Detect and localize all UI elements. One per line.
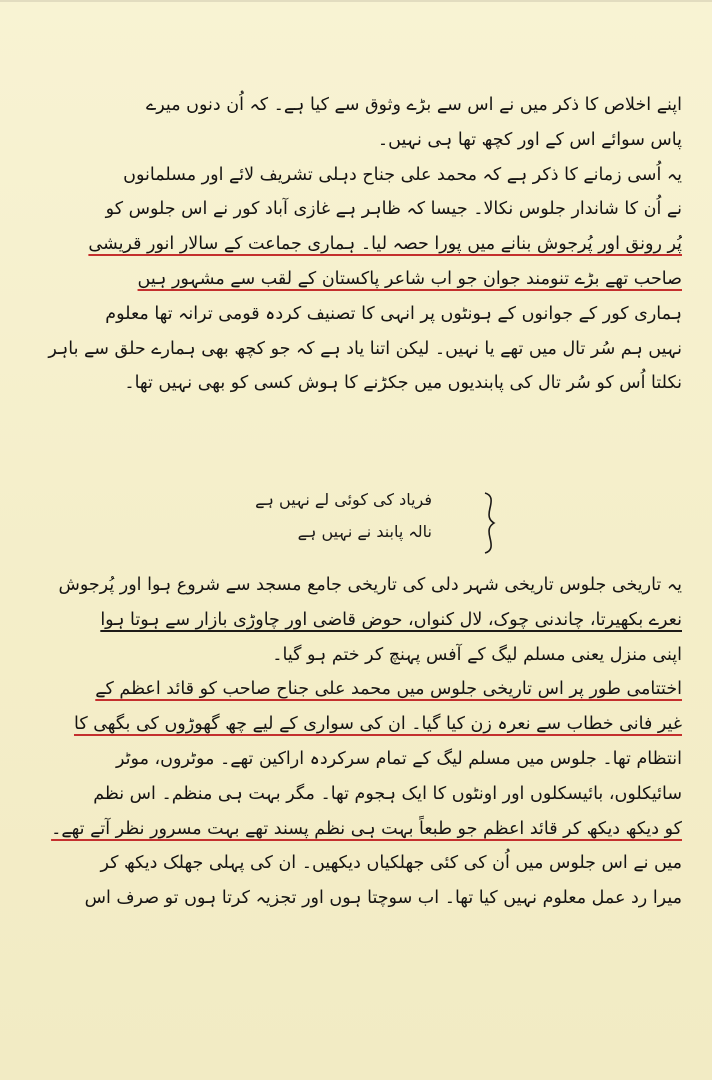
paragraph-block-2 — [34, 568, 682, 916]
text-line-content: کو دیکھ دیکھ کر قائد اعظم جو طبعاً بہت ہی نظم پسند تھے بہت مسرور نظر آتے تھے۔ — [51, 818, 682, 839]
text-line — [34, 638, 682, 673]
text-line-content: صاحب تھے بڑے تنومند جوان جو اب شاعر پاکستان کے لقب سے مشہور ہیں — [137, 268, 682, 289]
text-line-content: اپنے اخلاص کا ذکر میں نے اس سے بڑے وثوق سے کیا ہے۔ کہ اُن دنوں میرے — [146, 95, 682, 115]
text-line — [34, 158, 682, 193]
text-line-content: نہیں ہم سُر تال میں تھے یا نہیں۔ لیکن اتنا یاد ہے کہ جو کچھ بھی ہمارے حلق سے باہر — [48, 338, 682, 359]
text-line — [34, 366, 682, 401]
text-line-underlined — [34, 227, 682, 262]
text-line-content: نعرے بکھیرتا، چاندنی چوک، لال کنواں، حوض قاضی اور چاوڑی بازار سے ہوتا ہوا — [100, 609, 682, 630]
text-line-content: انتظام تھا۔ جلوس میں مسلم لیگ کے تمام سرکردہ اراکین تھے۔ موٹروں، موٹر — [116, 748, 682, 769]
text-line — [34, 297, 682, 332]
verse-couplet — [250, 490, 480, 550]
text-line — [34, 742, 682, 777]
text-line-content: نکلتا اُس کو سُر تال کی پابندیوں میں جکڑنے کا ہوش کسی کو بھی نہیں تھا۔ — [124, 373, 682, 394]
text-line-underlined — [34, 707, 682, 742]
text-line-content: اختتامی طور پر اس تاریخی جلوس میں محمد علی جناح صاحب کو قائد اعظم کے — [95, 679, 682, 700]
text-line-underlined — [34, 672, 682, 707]
text-line-content: پُر رونق اور پُرجوش بنانے میں پورا حصہ لیا۔ ہماری جماعت کے سالار انور قریشی — [88, 234, 682, 255]
text-line-content: یہ اُسی زمانے کا ذکر ہے کہ محمد علی جناح دہلی تشریف لائے اور مسلمانوں — [123, 164, 682, 185]
text-line-underlined — [34, 812, 682, 847]
text-line-content: یہ تاریخی جلوس تاریخی شہر دلی کی تاریخی جامع مسجد سے شروع ہوا اور پُرجوش — [58, 575, 682, 595]
verse-line-1: فریاد کی کوئی لے نہیں ہے — [255, 490, 432, 509]
text-line-content: سائیکلوں، بائیسکلوں اور اونٹوں کا ایک ہجوم تھا۔ مگر بہت ہی منظم۔ اس نظم — [93, 783, 682, 804]
paragraph-block-1 — [34, 88, 682, 401]
text-line — [34, 881, 682, 916]
text-line — [34, 123, 682, 158]
text-line-content: میں نے اس جلوس میں اُن کی کئی جھلکیاں دیکھیں۔ ان کی پہلی جھلک دیکھ کر — [100, 853, 682, 874]
text-line — [34, 88, 682, 123]
text-line — [34, 332, 682, 367]
text-line — [34, 777, 682, 812]
verse-line-2: نالہ پابند نے نہیں ہے — [297, 522, 432, 541]
text-line-content: غیر فانی خطاب سے نعرہ زن کیا گیا۔ ان کی سواری کے لیے چھ گھوڑوں کی بگھی کا — [73, 714, 682, 735]
text-line — [34, 846, 682, 881]
text-line-underlined — [34, 262, 682, 297]
text-line — [34, 568, 682, 603]
text-line-content: ہماری کور کے جوانوں کے ہونٹوں پر انہی کا تصنیف کردہ قومی ترانہ تھا معلوم — [105, 303, 682, 324]
text-line-content: پاس سوائے اس کے اور کچھ تھا ہی نہیں۔ — [377, 129, 682, 150]
text-line — [34, 192, 682, 227]
text-line-content: اپنی منزل یعنی مسلم لیگ کے آفس پہنچ کر ختم ہو گیا۔ — [272, 644, 682, 665]
curly-brace-icon — [482, 492, 496, 554]
text-line-content: نے اُن کا شاندار جلوس نکالا۔ جیسا کہ ظاہر ہے غازی آباد کور نے اس جلوس کو — [105, 199, 682, 220]
text-line-content: میرا رد عمل معلوم نہیں کیا تھا۔ اب سوچتا ہوں اور تجزیہ کرتا ہوں تو صرف اس — [84, 888, 682, 909]
text-line-underlined — [34, 603, 682, 638]
